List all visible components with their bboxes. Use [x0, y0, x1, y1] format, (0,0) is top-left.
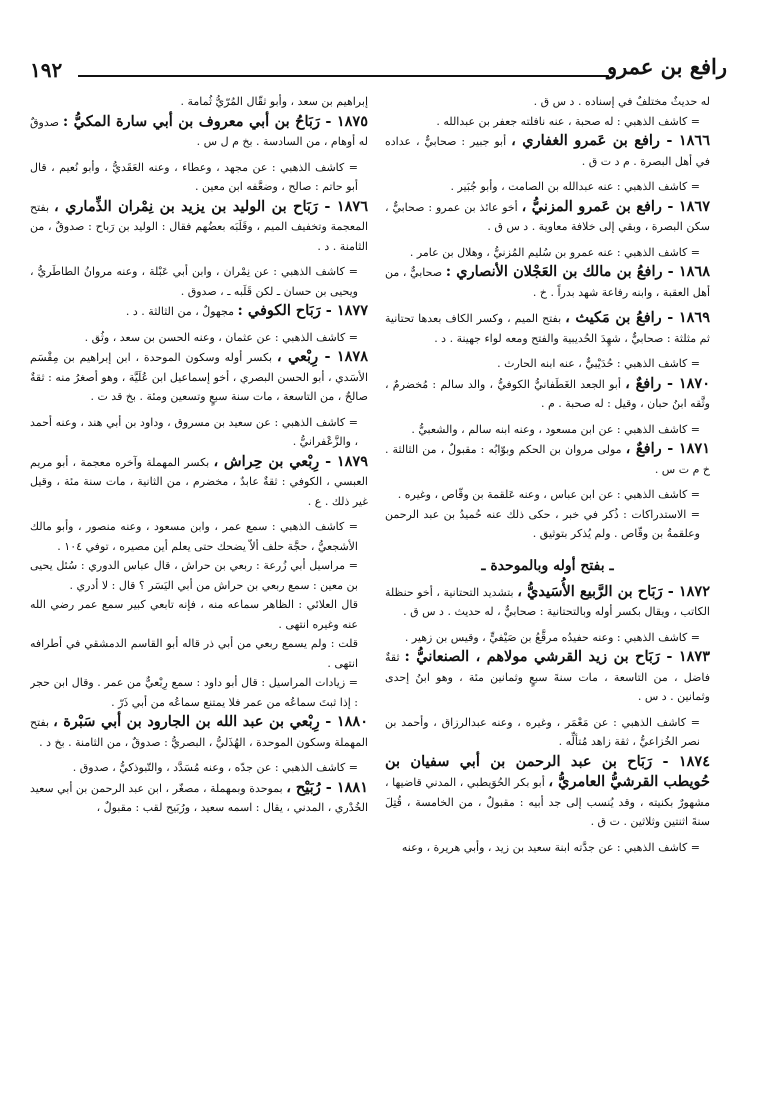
entry-body: بكسر أوله وسكون الموحدة ، ابن إبراهيم بن مِقْسَم الأسَدي ، أبو الحسن البصري ، أخو إسماعيل ابن عُلَيَّة ، وهو أصغرُ منه : ثقةٌ صالحٌ ، من التاسعة ، مات سنة سبعٍ وتسعين ومئة . بخ قد ت .	[30, 351, 368, 403]
entry-body: صحابيٌّ ، من أهل العقبة ، وابنه رفاعة شهد بدراً . خ .	[385, 266, 710, 299]
entry-heading: ١٨٦٧ - رافع بن عَمرو المزنيُّ ،	[521, 197, 710, 215]
entry-body: بفتح المهملة وسكون الموحدة ، الهُذَليُّ ، البصريُّ : صدوقٌ ، من الثامنة . بخ د .	[30, 716, 368, 749]
text-line: = كاشف الذهبي : سمع عمر ، وابن مسعود ، وعنه منصور ، وأبو مالك الأشجعيُّ ، حجَّة حلف ألاّ يضحك حتى يعلم أين مصيره ، توفي ١٠٤ .	[30, 520, 358, 553]
entry-heading: ١٨٦٨ - رافعُ بن مالك بن العَجْلان الأنصاري :	[445, 263, 710, 280]
entry-heading: ١٨٧٦ - رَبَاح بن الوليد بن يزيد بن نِمْران الذِّماري ،	[53, 197, 368, 215]
biography-entry	[385, 308, 710, 348]
entry-body: صدوقٌ له أوهام ، من السادسة . بخ م ل س .	[30, 115, 368, 148]
entry-body: أبو بكر الحُوَيطبي ، المدني قاضيها ، مشهورٌ بكنيته ، وقد يُنسب إلى جد أبيه : مقبولٌ ، من الخامسة ، قُتِلَ سنةَ اثنتين وثلاثين . ت ق .	[385, 776, 710, 828]
text-line: = زيادات المراسيل : قال أبو داود : سمع رِبْعيٌّ من عمر . وقال ابن حجر : إذا ثبتَ سماعُه من عمر فلا يمتنع سماعُه من أبي ذَرّ .	[30, 676, 358, 709]
entry-body: بكسر المهملة وآخره معجمة ، أبو مريم العبسي ، الكوفي : ثقةٌ عابدٌ ، مخضرم ، من الثانية ، مات سنة مئة ، وقيل غير ذلك . ع .	[30, 455, 368, 508]
entry-body: مجهولٌ ، من الثالثة . د .	[125, 305, 234, 318]
text-line: = مراسيل أبي زُرعة : ربعي بن حراش ، قال عباس الدوري : سُئل يحيى بن معين : سمع ربعي بن حراش من أبي اليَسَر ؟ قال : لا أدري .	[30, 559, 358, 592]
text-line: قلت : ولم يسمع ربعي من أبي ذر قاله أبو القاسم الدمشقي في أطرافه انتهى .	[30, 637, 358, 670]
entry-body: بفتح المعجمة وتخفيف الميم ، وقَلَبَه بعضُهم فقال : الوليد بن رَباح : صدوقٌ ، من الثامنة . د .	[30, 200, 368, 253]
biography-entry	[385, 582, 710, 622]
page-number: ١٩٢	[30, 58, 63, 82]
entry-body: أبو جبير : صحابيٌّ ، عداده في أهل البصرة . م د ت ق .	[385, 135, 710, 168]
biography-entry	[385, 197, 710, 237]
text-line: = الاستدراكات : ذُكر في خبر ، حكى ذلك عنه حُميدُ بن عبد الرحمن وعلقمةُ بن وقّاص . ولم يُذكر بتوثيق .	[385, 507, 700, 540]
entry-heading: ١٨٦٦ - رافع بن عَمرو الغفاري ،	[511, 132, 710, 149]
entry-body: ثقةٌ فاضل ، من التاسعة ، مات سنةَ سبعٍ وثمانين مئة ، وهو ابنُ إحدى وثمانين . د س .	[385, 651, 710, 703]
right-column	[385, 92, 710, 1092]
entry-heading: ١٨٧٥ - رَبَاحُ بن أبي معروف بن أبي سارة المكيُّ :	[62, 112, 368, 130]
entry-body: بفتح الميم ، وكسر الكاف بعدها تحتانية ثم مثلثة : صحابيٌّ ، شهِدَ الحُديبية والفتح ومعه لواء جهينة . د .	[385, 312, 710, 345]
biography-entry	[30, 301, 368, 322]
text-line: = كاشف الذهبي : عن ابن مسعود ، وعنه ابنه سالم ، والشعبيُّ .	[411, 422, 700, 436]
biography-entry	[385, 439, 710, 479]
text-line: = كاشف الذهبي : عن سعيد بن مسروق ، وداود بن أبي هند ، وعنه أحمد ، والزَّعْفرانيُّ .	[30, 415, 358, 448]
entry-heading: ١٨٧٣ - رَبَاح بن زيد القرشي مولاهم ، الصنعانيُّ :	[404, 648, 710, 665]
biography-entry	[30, 778, 368, 818]
text-line: = كاشف الذهبي : له صحبة ، عنه نافلته جعفر بن عبدالله .	[436, 114, 700, 128]
entry-body: أخو عائذ بن عمرو : صحابيٌّ ، سكن البصرة ، وبقي إلى خلافة معاوية . د س ق .	[385, 200, 710, 233]
biography-entry	[385, 131, 710, 171]
biography-entry	[30, 347, 368, 407]
text-line: = كاشف الذهبي : عن مَعْمَر ، وغيره ، وعنه عبدالرزاق ، وأحمد بن نصر الخُزاعيُّ ، ثقة زاهد مُتألِّه .	[385, 715, 700, 748]
biography-entry	[385, 374, 710, 414]
entry-heading: ١٨٧٤ - رَبَاح بن عبد الرحمن بن أبي سفيان بن حُويطب القرشيُّ العامريُّ ،	[385, 752, 710, 790]
text-line: = كاشف الذهبي : عنه عبدالله بن الصامت ، وأبو جُبَير .	[450, 180, 700, 193]
text-line: = كاشف الذهبي : عن عثمان ، وعنه الحسن بن سعد ، وثُق .	[84, 330, 358, 344]
biography-entry	[30, 112, 368, 152]
biography-entry	[30, 197, 368, 257]
running-title: رافع بن عمرو	[606, 54, 727, 79]
biography-entry	[385, 262, 710, 302]
biography-entry	[30, 452, 368, 512]
text-line: = كاشف الذهبي : عن جدَّته ابنة سعيد بن زيد ، وأبي هريرة ، وعنه	[401, 840, 700, 854]
biography-entry	[30, 712, 368, 752]
entry-heading: ١٨٦٩ - رافعُ بن مَكيث ،	[565, 309, 710, 326]
entry-heading: ١٨٨١ - رُبَيْح ،	[286, 778, 368, 796]
entry-body: بموحدة وبمهملة ، مصغّر ، ابن عبد الرحمن بن أبي سعيد الخُدْري ، المدني ، يقال : اسمه سعيد ، ورُبَيح لقب : مقبولٌ ،	[30, 781, 368, 814]
entry-heading: ١٨٧٢ - رَبَاح بن الرَّبيع الأُسَيديُّ ،	[517, 582, 710, 600]
header-rule	[78, 75, 609, 77]
text-line: قال العلائي : الظاهر سماعه منه ، فإنه تابعي كبير سمع عمر رضي الله عنه وغيره انتهى .	[30, 598, 358, 631]
text-line: = كاشف الذهبي : وعنه حفيدُه مرقَّعُ بن صَيْفيٍّ ، وقيس بن زهير .	[404, 630, 700, 644]
entry-heading: ١٨٧٧ - رَبَاح الكوفي :	[237, 302, 368, 319]
text-line: = كاشف الذهبي : عن نِمْران ، وابن أبي عَبْلة ، وعنه مروانُ الطاطَريُّ ، ويحيى بن حسان ـ لكن قَلَبه ـ ، صدوق .	[30, 265, 358, 298]
text-line: = كاشف الذهبي : عن جدّه ، وعنه مُسَدَّد ، والتّبوذكيُّ ، صدوق .	[72, 761, 358, 774]
text-line: = كاشف الذهبي : عن ابن عباس ، وعنه عَلقمة بن وقّاص ، وغيره .	[397, 488, 700, 501]
entry-heading: ١٨٧٠ - رافعٌ ،	[625, 374, 710, 392]
entry-body: مولى مروان بن الحكم وبوّابُه : مقبولٌ ، من الثالثة . خ م ت س .	[385, 443, 710, 476]
text-line: = كاشف الذهبي : عنه عمرو بن سُليم المُزنيُّ ، وهلال بن عامر .	[409, 245, 700, 259]
entry-heading: ١٨٨٠ - رِبْعي بن عبد الله بن الجارود بن أبي سَبْرة ،	[53, 713, 368, 730]
entry-body: بتشديد التحتانية ، أخو حنظلة الكاتب ، ويقال بكسر أوله وبالتحتانية : صحابيٌّ ، له حديث . د س ق .	[385, 585, 710, 618]
entry-heading: ١٨٧١ - رافعٌ ،	[625, 440, 710, 457]
section-heading: ـ بفتح أوله وبالموحدة ـ	[481, 557, 614, 574]
left-column	[30, 92, 368, 1092]
entry-heading: ١٨٧٨ - رِبْعي ،	[276, 348, 368, 365]
text-line: إبراهيم بن سعد ، وأبو ثقّال المُرّيُّ ثُمامة .	[180, 95, 368, 108]
text-line: = كاشف الذهبي : عن مجهد ، وعطاء ، وعنه العَقَديُّ ، وأبو نُعيم ، قال أبو حاتم : صالح ، وضعَّفه ابن معين .	[30, 160, 358, 193]
entry-body: أبو الجعد الغَطَفانيُّ الكوفيُّ ، والد سالم : مُخضرمٌ ، وثَّقه ابنُ حبان ، وقيل : له صحبة . م .	[385, 377, 710, 410]
biography-entry	[385, 647, 710, 707]
text-line: = كاشف الذهبي : حُدَيْبيٌّ ، عنه ابنه الحارث .	[497, 357, 700, 370]
page-header	[30, 54, 727, 88]
text-line: له حديثٌ مختلفٌ في إسناده . د س ق .	[533, 95, 710, 108]
biography-entry	[385, 752, 710, 832]
entry-heading: ١٨٧٩ - رِبْعي بن حِراش ،	[213, 452, 368, 470]
